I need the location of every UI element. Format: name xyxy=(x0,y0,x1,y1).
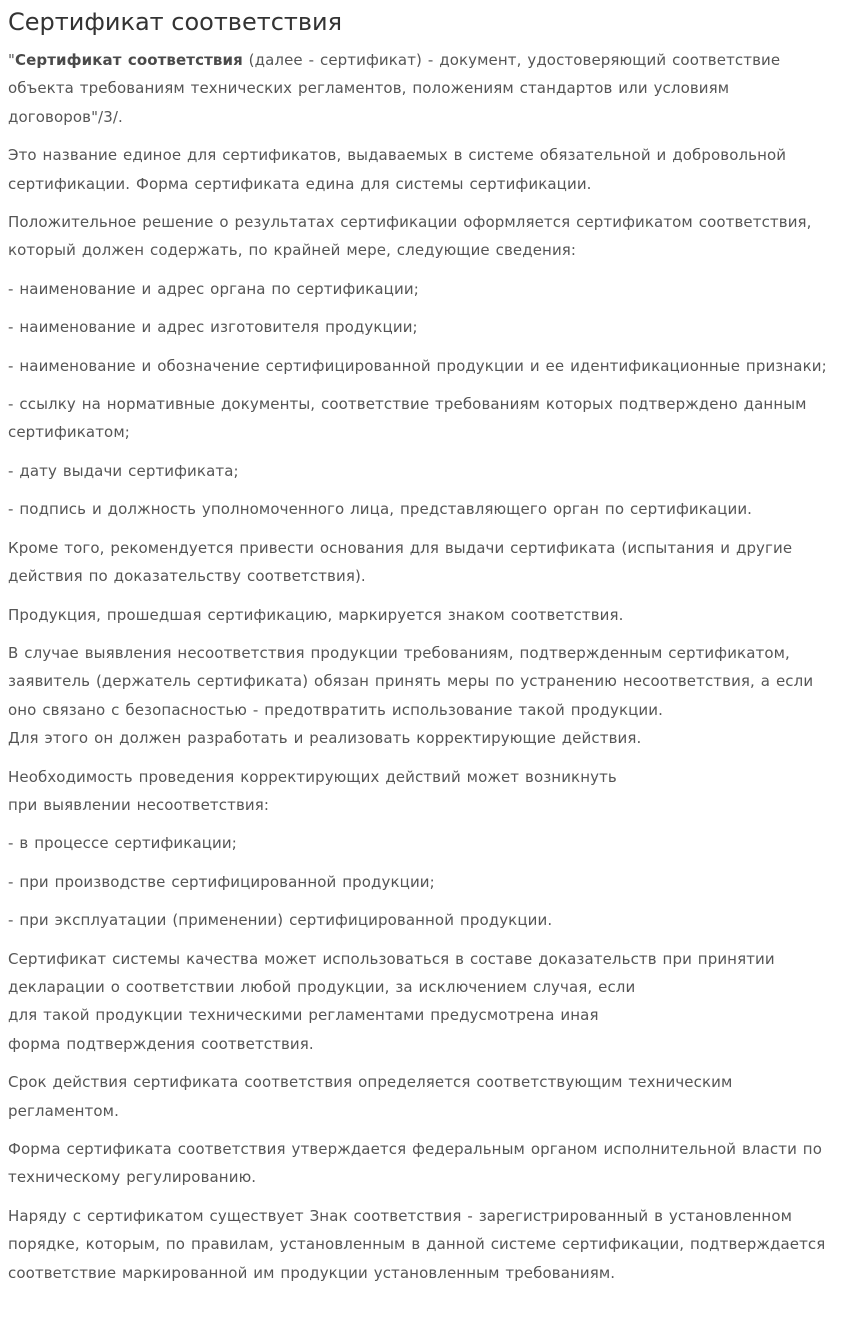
paragraph-uniform-name: Это название единое для сертификатов, выдаваемых в системе обязательной и добровольной сертификации. Форма сертификата едина для системы сертификации. xyxy=(8,146,787,193)
paragraph-nonconformity: В случае выявления несоответствия продукции требованиям, подтвержденным сертификатом, заявитель (держатель сертификата) обязан принять меры по устранению несоответствия, а если оно связано с безопасностью - предотвратить использование такой продукции. Для этого он должен разработать и реализовать корректирующие действия. xyxy=(8,643,814,748)
page-title: Сертификат соответствия xyxy=(8,8,343,36)
list-item-during-certification: - в процессе сертификации; xyxy=(8,834,237,853)
paragraph-validity-period: Срок действия сертификата соответствия определяется соответствующим техническим регламентом. xyxy=(8,1073,733,1120)
paragraph-certificate-form: Форма сертификата соответствия утверждается федеральным органом исполнительной власти по техническому регулированию. xyxy=(8,1140,822,1187)
list-item-issue-date: - дату выдачи сертификата; xyxy=(8,461,239,480)
paragraph-conformity-sign: Наряду с сертификатом существует Знак соответствия - зарегистрированный в установленном порядке, которым, по правилам, установленным в данной системе сертификации, подтверждается соответствие маркированной им продукции установленным требованиям. xyxy=(8,1206,826,1282)
paragraph-corrective-actions: Необходимость проведения корректирующих действий может возникнуть при выявлении несоответствия: xyxy=(8,767,617,814)
intro-bold-term: Сертификат соответствия xyxy=(15,51,243,69)
list-item-normative-documents: - ссылку на нормативные документы, соответствие требованиям которых подтверждено данным сертификатом; xyxy=(8,395,807,442)
list-item-certification-body: - наименование и адрес органа по сертификации; xyxy=(8,279,419,298)
list-item-manufacturer: - наименование и адрес изготовителя продукции; xyxy=(8,318,418,337)
paragraph-grounds: Кроме того, рекомендуется привести основания для выдачи сертификата (испытания и другие действия по доказательству соответствия). xyxy=(8,538,793,586)
paragraph-positive-decision: Положительное решение о результатах сертификации оформляется сертификатом соответствия, который должен содержать, по крайней мере, следующие сведения: xyxy=(8,213,812,260)
intro-quote-open: " xyxy=(8,51,15,69)
list-item-signature: - подпись и должность уполномоченного лица, представляющего орган по сертификации. xyxy=(8,500,753,519)
intro-paragraph xyxy=(8,46,839,131)
list-item-during-production: - при производстве сертифицированной продукции; xyxy=(8,872,435,891)
list-item-product-designation: - наименование и обозначение сертифицированной продукции и ее идентификационные признаки; xyxy=(8,356,827,375)
paragraph-quality-system: Сертификат системы качества может использоваться в составе доказательств при принятии декларации о соответствии любой продукции, за исключением случая, если для такой продукции техническими регламентами предусмотрена иная форма подтверждения соответствия. xyxy=(8,949,775,1053)
paragraph-conformity-mark: Продукция, прошедшая сертификацию, маркируется знаком соответствия. xyxy=(8,605,624,624)
intro-definition: (далее - сертификат) - документ, удостоверяющий соответствие объекта требованиям технических регламентов, положениям стандартов или условиям договоров"/3/. xyxy=(8,51,781,126)
list-item-during-operation: - при эксплуатации (применении) сертифицированной продукции. xyxy=(8,911,553,930)
